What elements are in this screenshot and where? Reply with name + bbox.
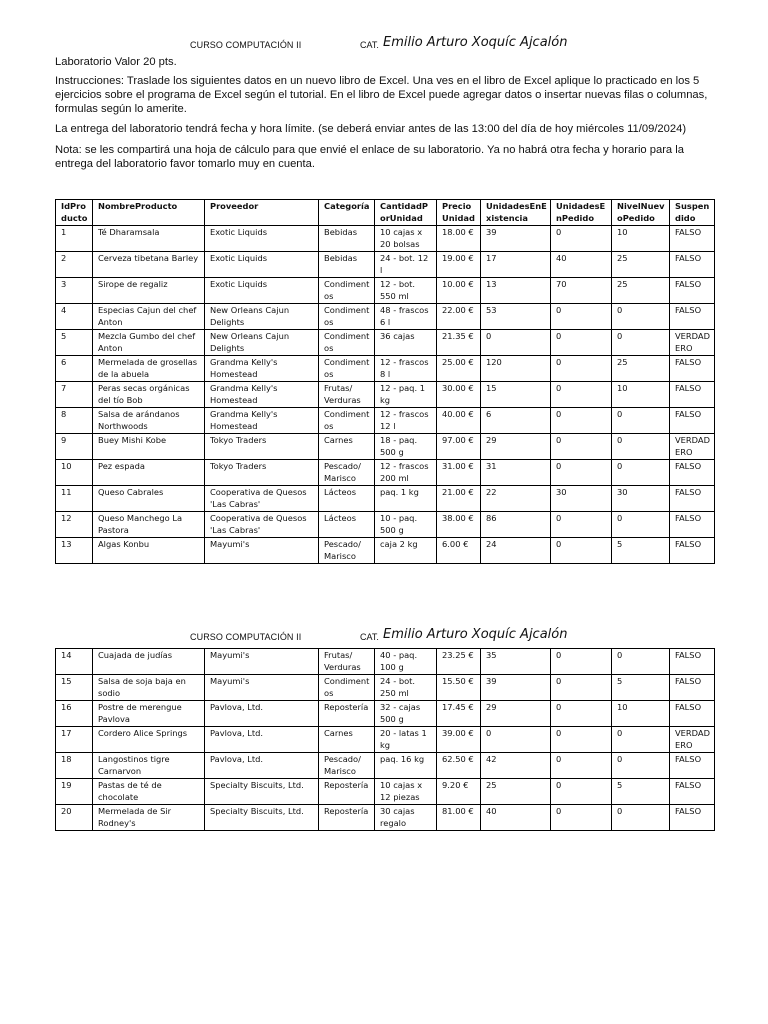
table-cell: 0: [551, 460, 612, 486]
table-row: [56, 252, 715, 278]
table-cell: 5: [56, 330, 93, 356]
column-header: Categoría: [319, 200, 375, 226]
table-cell: 0: [551, 408, 612, 434]
table-cell: Pastas de té de chocolate: [93, 779, 205, 805]
table-row: [56, 701, 715, 727]
table-cell: 3: [56, 278, 93, 304]
table-cell: FALSO: [670, 382, 715, 408]
table-cell: 15: [56, 675, 93, 701]
table-cell: Especias Cajun del chef Anton: [93, 304, 205, 330]
table-cell: 36 cajas: [375, 330, 437, 356]
table-cell: 0: [551, 382, 612, 408]
table-cell: 13: [56, 538, 93, 564]
table-cell: 86: [481, 512, 551, 538]
table-cell: 13: [481, 278, 551, 304]
table-cell: FALSO: [670, 356, 715, 382]
table-cell: 0: [551, 649, 612, 675]
table-cell: VERDADERO: [670, 434, 715, 460]
column-header: Proveedor: [205, 200, 319, 226]
table-cell: Pescado/ Marisco: [319, 753, 375, 779]
table-cell: 0: [612, 460, 670, 486]
table-cell: Grandma Kelly's Homestead: [205, 356, 319, 382]
table-row: [56, 538, 715, 564]
table-cell: FALSO: [670, 512, 715, 538]
table-cell: Exotic Liquids: [205, 226, 319, 252]
table-cell: FALSO: [670, 675, 715, 701]
table-cell: 0: [612, 649, 670, 675]
table-cell: 0: [481, 727, 551, 753]
table-cell: 9.20 €: [437, 779, 481, 805]
table-cell: 12 - frascos 8 l: [375, 356, 437, 382]
table-cell: Salsa de soja baja en sodio: [93, 675, 205, 701]
table-cell: Grandma Kelly's Homestead: [205, 408, 319, 434]
table-cell: 0: [551, 512, 612, 538]
table-cell: New Orleans Cajun Delights: [205, 330, 319, 356]
table-cell: 31: [481, 460, 551, 486]
table-cell: Salsa de arándanos Northwoods: [93, 408, 205, 434]
table-cell: 10 cajas x 20 bolsas: [375, 226, 437, 252]
table-cell: Carnes: [319, 434, 375, 460]
table-cell: 7: [56, 382, 93, 408]
table-cell: Exotic Liquids: [205, 252, 319, 278]
cat-label: CAT.: [360, 632, 379, 642]
table-cell: 40 - paq. 100 g: [375, 649, 437, 675]
table-cell: Mermelada de grosellas de la abuela: [93, 356, 205, 382]
table-cell: Condimentos: [319, 330, 375, 356]
table-cell: Mermelada de Sir Rodney's: [93, 805, 205, 831]
table-cell: 0: [551, 304, 612, 330]
table-row: [56, 330, 715, 356]
cat-label: CAT.: [360, 40, 379, 50]
column-header: NivelNuevoPedido: [612, 200, 670, 226]
page-header-1: [0, 35, 768, 55]
table-cell: 21.00 €: [437, 486, 481, 512]
table-cell: 17: [481, 252, 551, 278]
page-header-2: [0, 627, 768, 647]
table-cell: 5: [612, 538, 670, 564]
teacher-name: Emilio Arturo Xoquíc Ajcalón: [383, 627, 568, 642]
table-cell: Lácteos: [319, 512, 375, 538]
table-row: [56, 278, 715, 304]
table-cell: Exotic Liquids: [205, 278, 319, 304]
table-cell: 12 - paq. 1 kg: [375, 382, 437, 408]
table-row: [56, 356, 715, 382]
table-cell: 8: [56, 408, 93, 434]
table-cell: VERDADERO: [670, 727, 715, 753]
table-cell: Repostería: [319, 779, 375, 805]
table-row: [56, 304, 715, 330]
table-cell: Condimentos: [319, 304, 375, 330]
table-cell: 18: [56, 753, 93, 779]
table-cell: 12 - frascos 12 l: [375, 408, 437, 434]
table-cell: Tokyo Traders: [205, 434, 319, 460]
products-table-continued: [55, 648, 715, 831]
table-cell: 0: [551, 675, 612, 701]
course-title: CURSO COMPUTACIÓN II: [190, 632, 302, 642]
table-cell: 0: [551, 727, 612, 753]
table-row: [56, 460, 715, 486]
table-cell: 0: [612, 434, 670, 460]
table-cell: Grandma Kelly's Homestead: [205, 382, 319, 408]
table-cell: 32 - cajas 500 g: [375, 701, 437, 727]
table-row: [56, 434, 715, 460]
table-cell: 31.00 €: [437, 460, 481, 486]
column-header: Suspendido: [670, 200, 715, 226]
table-cell: 10 - paq. 500 g: [375, 512, 437, 538]
table-cell: Cerveza tibetana Barley: [93, 252, 205, 278]
table-cell: 10.00 €: [437, 278, 481, 304]
table-cell: Repostería: [319, 701, 375, 727]
table-cell: 0: [551, 226, 612, 252]
table-cell: 35: [481, 649, 551, 675]
table-row: [56, 675, 715, 701]
table-cell: Mezcla Gumbo del chef Anton: [93, 330, 205, 356]
table-cell: 0: [551, 434, 612, 460]
table-cell: Pescado/ Marisco: [319, 460, 375, 486]
column-header: NombreProducto: [93, 200, 205, 226]
table-cell: Cooperativa de Quesos 'Las Cabras': [205, 486, 319, 512]
column-header: UnidadesEnExistencia: [481, 200, 551, 226]
table-cell: 20 - latas 1 kg: [375, 727, 437, 753]
table-cell: Queso Cabrales: [93, 486, 205, 512]
table-cell: FALSO: [670, 252, 715, 278]
table-cell: 23.25 €: [437, 649, 481, 675]
table-cell: 53: [481, 304, 551, 330]
table-cell: Mayumi's: [205, 538, 319, 564]
table-cell: 81.00 €: [437, 805, 481, 831]
table-cell: Queso Manchego La Pastora: [93, 512, 205, 538]
table-cell: 15: [481, 382, 551, 408]
table-cell: 0: [551, 356, 612, 382]
table-cell: 0: [612, 727, 670, 753]
table-cell: 48 - frascos 6 l: [375, 304, 437, 330]
table-cell: 25: [481, 779, 551, 805]
table-cell: 0: [612, 512, 670, 538]
table-cell: Specialty Biscuits, Ltd.: [205, 805, 319, 831]
table-cell: FALSO: [670, 408, 715, 434]
table-cell: New Orleans Cajun Delights: [205, 304, 319, 330]
table-cell: Peras secas orgánicas del tío Bob: [93, 382, 205, 408]
table-row: [56, 408, 715, 434]
table-cell: 0: [551, 330, 612, 356]
table-cell: 15.50 €: [437, 675, 481, 701]
table-cell: 5: [612, 675, 670, 701]
table-cell: Condimentos: [319, 278, 375, 304]
column-header: IdProducto: [56, 200, 93, 226]
table-cell: 120: [481, 356, 551, 382]
table-cell: 97.00 €: [437, 434, 481, 460]
table-row: [56, 486, 715, 512]
table-cell: Condimentos: [319, 408, 375, 434]
table-cell: 20: [56, 805, 93, 831]
table-cell: FALSO: [670, 486, 715, 512]
table-cell: 10: [56, 460, 93, 486]
table-cell: 0: [612, 408, 670, 434]
table-cell: 17: [56, 727, 93, 753]
table-cell: 29: [481, 434, 551, 460]
table-cell: 5: [612, 779, 670, 805]
table-cell: Cordero Alice Springs: [93, 727, 205, 753]
table-cell: 25.00 €: [437, 356, 481, 382]
course-title: CURSO COMPUTACIÓN II: [190, 40, 302, 50]
table-cell: 40.00 €: [437, 408, 481, 434]
table-row: [56, 753, 715, 779]
table-cell: Mayumi's: [205, 649, 319, 675]
table-cell: FALSO: [670, 701, 715, 727]
table-cell: Repostería: [319, 805, 375, 831]
table-cell: FALSO: [670, 649, 715, 675]
table-cell: 0: [612, 304, 670, 330]
table-cell: 22: [481, 486, 551, 512]
table-cell: Frutas/ Verduras: [319, 649, 375, 675]
table-cell: 30 cajas regalo: [375, 805, 437, 831]
table-cell: Lácteos: [319, 486, 375, 512]
table-cell: FALSO: [670, 805, 715, 831]
table-row: [56, 779, 715, 805]
table-cell: Bebidas: [319, 252, 375, 278]
products-table: [55, 199, 715, 564]
table-row: [56, 382, 715, 408]
table-cell: 10 cajas x 12 piezas: [375, 779, 437, 805]
table-cell: paq. 1 kg: [375, 486, 437, 512]
table-cell: 18 - paq. 500 g: [375, 434, 437, 460]
table-cell: 2: [56, 252, 93, 278]
table-cell: 38.00 €: [437, 512, 481, 538]
column-header: UnidadesEnPedido: [551, 200, 612, 226]
table-cell: Buey Mishi Kobe: [93, 434, 205, 460]
table-cell: Postre de merengue Pavlova: [93, 701, 205, 727]
table-cell: FALSO: [670, 753, 715, 779]
table-cell: Pescado/ Marisco: [319, 538, 375, 564]
table-cell: Carnes: [319, 727, 375, 753]
table-cell: 25: [612, 252, 670, 278]
table-cell: 18.00 €: [437, 226, 481, 252]
table-cell: 10: [612, 701, 670, 727]
table-cell: 40: [551, 252, 612, 278]
table-cell: FALSO: [670, 538, 715, 564]
table-cell: 0: [551, 701, 612, 727]
note-text: Nota: se les compartirá una hoja de cálculo para que envié el enlace de su laboratorio. Ya no habrá otra fecha y horario para la entrega del laboratorio favor tomarlo muy en cuenta.: [55, 144, 684, 170]
table-cell: Pavlova, Ltd.: [205, 753, 319, 779]
table-cell: 62.50 €: [437, 753, 481, 779]
table-cell: 9: [56, 434, 93, 460]
table-row: [56, 226, 715, 252]
table-cell: Bebidas: [319, 226, 375, 252]
table-cell: 19: [56, 779, 93, 805]
table-cell: 40: [481, 805, 551, 831]
table-cell: 6.00 €: [437, 538, 481, 564]
table-cell: Pez espada: [93, 460, 205, 486]
table-cell: Condimentos: [319, 675, 375, 701]
table-cell: 10: [612, 382, 670, 408]
table-cell: 0: [551, 538, 612, 564]
table-cell: 24 - bot. 250 ml: [375, 675, 437, 701]
table-cell: 16: [56, 701, 93, 727]
table-cell: Cuajada de judías: [93, 649, 205, 675]
table-cell: Frutas/ Verduras: [319, 382, 375, 408]
table-cell: 39: [481, 226, 551, 252]
table-cell: 0: [612, 753, 670, 779]
table-cell: Condimentos: [319, 356, 375, 382]
table-cell: 12: [56, 512, 93, 538]
table-cell: 0: [612, 330, 670, 356]
table-cell: 24: [481, 538, 551, 564]
table-cell: 0: [481, 330, 551, 356]
table-cell: 25: [612, 278, 670, 304]
table-cell: 21.35 €: [437, 330, 481, 356]
teacher-name: Emilio Arturo Xoquíc Ajcalón: [383, 35, 568, 50]
lab-title: Laboratorio Valor 20 pts.: [55, 56, 177, 68]
table-cell: 30: [612, 486, 670, 512]
table-cell: 12 - frascos 200 ml: [375, 460, 437, 486]
table-row: [56, 512, 715, 538]
table-cell: 39.00 €: [437, 727, 481, 753]
table-row: [56, 727, 715, 753]
table-cell: 19.00 €: [437, 252, 481, 278]
table-cell: Mayumi's: [205, 675, 319, 701]
table-cell: 30: [551, 486, 612, 512]
deadline-text: La entrega del laboratorio tendrá fecha y hora límite. (se deberá enviar antes de las 13:00 del día de hoy miércoles 11/09/2024): [55, 123, 687, 135]
table-cell: Specialty Biscuits, Ltd.: [205, 779, 319, 805]
table-cell: 11: [56, 486, 93, 512]
table-cell: Té Dharamsala: [93, 226, 205, 252]
table-header-row: [56, 200, 715, 226]
instructions-text: Instrucciones: Traslade los siguientes datos en un nuevo libro de Excel. Una ves en el libro de Excel aplique lo practicado en los 5 ejercicios sobre el programa de Excel según el tutorial. En el libro de Excel puede agregar datos o insertar nuevas filas o columnas, formulas según lo amerite.: [55, 75, 708, 115]
table-cell: 0: [551, 805, 612, 831]
table-cell: 12 - bot. 550 ml: [375, 278, 437, 304]
table-cell: 22.00 €: [437, 304, 481, 330]
table-cell: 24 - bot. 12 l: [375, 252, 437, 278]
table-cell: Tokyo Traders: [205, 460, 319, 486]
table-cell: Pavlova, Ltd.: [205, 701, 319, 727]
table-cell: FALSO: [670, 304, 715, 330]
table-cell: 17.45 €: [437, 701, 481, 727]
table-cell: FALSO: [670, 226, 715, 252]
table-cell: 14: [56, 649, 93, 675]
table-cell: 1: [56, 226, 93, 252]
table-cell: 70: [551, 278, 612, 304]
table-cell: 10: [612, 226, 670, 252]
table-cell: Sirope de regaliz: [93, 278, 205, 304]
table-cell: 0: [612, 805, 670, 831]
table-cell: caja 2 kg: [375, 538, 437, 564]
table-row: [56, 805, 715, 831]
table-cell: 30.00 €: [437, 382, 481, 408]
table-cell: FALSO: [670, 779, 715, 805]
table-cell: 6: [481, 408, 551, 434]
column-header: CantidadPorUnidad: [375, 200, 437, 226]
table-cell: Pavlova, Ltd.: [205, 727, 319, 753]
table-cell: 6: [56, 356, 93, 382]
table-cell: 4: [56, 304, 93, 330]
table-cell: Langostinos tigre Carnarvon: [93, 753, 205, 779]
table-cell: 29: [481, 701, 551, 727]
table-cell: 0: [551, 779, 612, 805]
table-row: [56, 649, 715, 675]
table-cell: FALSO: [670, 278, 715, 304]
table-cell: 42: [481, 753, 551, 779]
table-cell: 25: [612, 356, 670, 382]
table-cell: Algas Konbu: [93, 538, 205, 564]
table-cell: Cooperativa de Quesos 'Las Cabras': [205, 512, 319, 538]
column-header: PrecioUnidad: [437, 200, 481, 226]
table-cell: 0: [551, 753, 612, 779]
table-cell: paq. 16 kg: [375, 753, 437, 779]
table-cell: 39: [481, 675, 551, 701]
table-cell: VERDADERO: [670, 330, 715, 356]
table-cell: FALSO: [670, 460, 715, 486]
